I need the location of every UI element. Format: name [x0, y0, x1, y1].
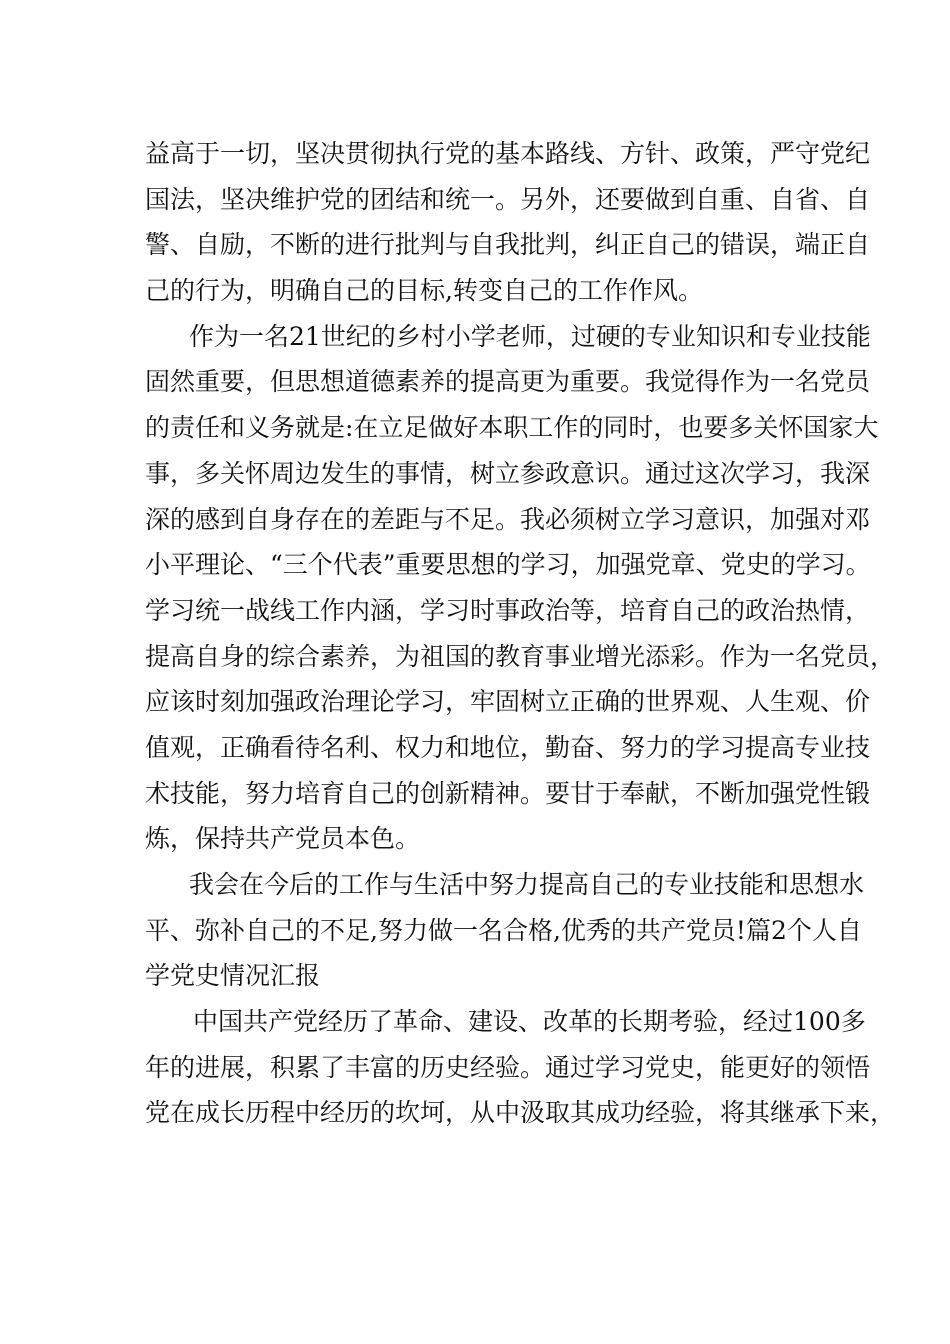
body-text [145, 131, 896, 1136]
text-line: 小平理论、“三个代表”重要思想的学习，加强党章、党史的学习。 [145, 550, 871, 580]
text-line: 术技能，努力培育自己的创新精神。要甘于奉献，不断加强党性锻 [145, 778, 871, 808]
text-line: 益高于一切，坚决贯彻执行党的基本路线、方针、政策，严守党纪 [145, 139, 871, 168]
text-line: 炼，保持共产党员本色。 [145, 824, 421, 854]
text-line: 我会在今后的工作与生活中努力提高自己的专业技能和思想水 [189, 870, 865, 899]
text-line: 提高自身的综合素养，为祖国的教育事业增光添彩。作为一名党员， [145, 641, 896, 671]
text-line: 学习统一战线工作内涵，学习时事政治等，培育自己的政治热情， [145, 595, 871, 625]
text-line: 深的感到自身存在的差距与不足。我必须树立学习意识，加强对邓 [145, 504, 871, 534]
text-line: 平、弥补自己的不足,努力做一名合格,优秀的共产党员!篇2个人自 [145, 915, 862, 945]
text-line: 作为一名21世纪的乡村小学老师，过硬的专业知识和专业技能 [189, 321, 871, 351]
text-line: 年的进展，积累了丰富的历史经验。通过学习党史，能更好的领悟 [145, 1052, 871, 1082]
text-line: 应该时刻加强政治理论学习，牢固树立正确的世界观、人生观、价 [145, 687, 871, 717]
text-line: 的责任和义务就是:在立足做好本职工作的同时，也要多关怀国家大 [145, 413, 879, 443]
text-line: 警、自励，不断的进行批判与自我批判，纠正自己的错误，端正自 [145, 230, 871, 260]
text-line: 固然重要，但思想道德素养的提高更为重要。我觉得作为一名党员 [145, 367, 871, 397]
text-line: 值观，正确看待名利、权力和地位，勤奋、努力的学习提高专业技 [145, 732, 871, 762]
text-line: 学党史情况汇报 [145, 961, 321, 991]
text-line: 己的行为，明确自己的目标,转变自己的工作作风。 [145, 276, 703, 306]
text-line: 党在成长历程中经历的坎坷，从中汲取其成功经验，将其继承下来， [145, 1098, 896, 1128]
text-line: 事，多关怀周边发生的事情，树立参政意识。通过这次学习，我深 [145, 458, 871, 488]
text-line: 中国共产党经历了革命、建设、改革的长期考验，经过100多 [193, 1007, 866, 1037]
text-line: 国法，坚决维护党的团结和统一。另外，还要做到自重、自省、自 [145, 184, 871, 214]
